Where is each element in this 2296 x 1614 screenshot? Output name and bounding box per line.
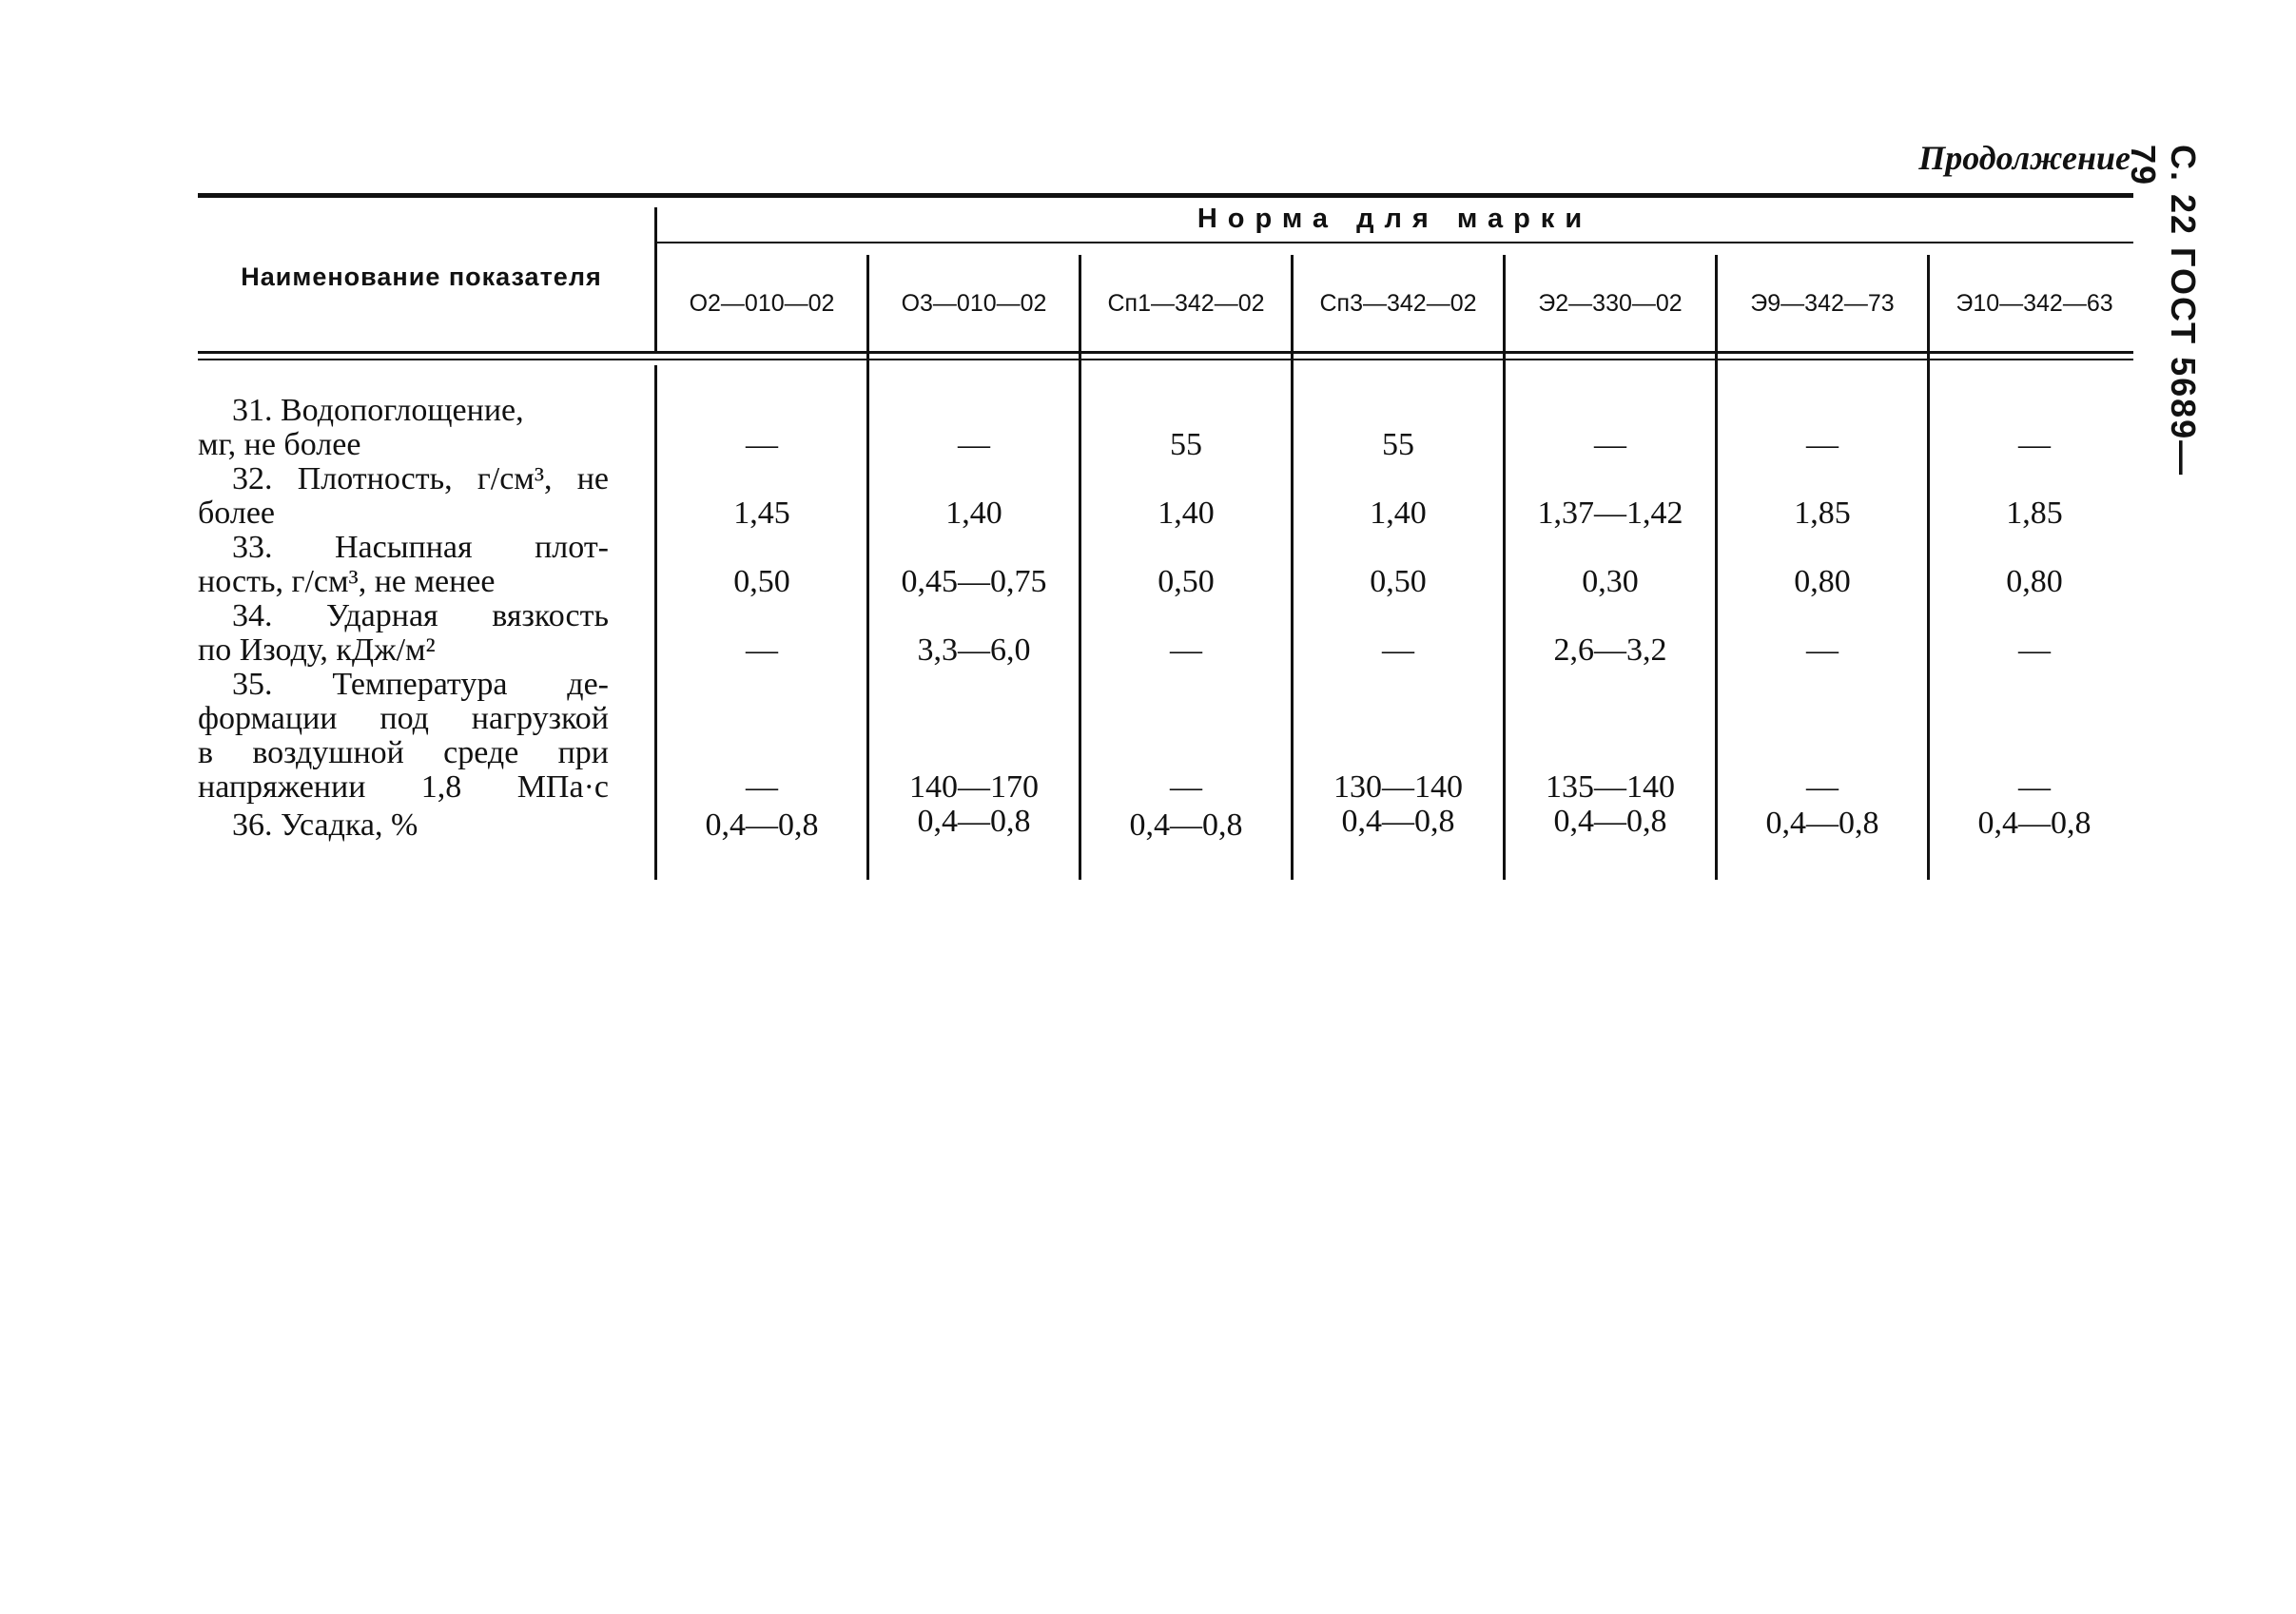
row-label-line: ность, г/см³, не менее [198,564,496,599]
table-cell: — [2018,427,2051,462]
row-label-line: 31. Водопоглощение, [232,393,524,428]
table-cell: — [746,769,778,805]
table-cell: — [2018,769,2051,805]
table-cell: 1,85 [2006,496,2063,531]
table-cell: — [746,427,778,462]
table-cell: 1,85 [1794,496,1851,531]
grade-header: О2—010—02 [689,290,835,317]
grade-header: О3—010—02 [901,290,1047,317]
row-label-line: по Изоду, кДж/м² [198,632,436,668]
table-cell: 0,50 [1158,564,1215,599]
page-side-header: С. 22 ГОСТ 5689—79 [2124,145,2203,477]
table-cell: 1,45 [733,496,790,531]
row-label-line: 32. Плотность, г/см³, не [232,461,609,496]
row-label-line: 35. Температура де- [232,667,609,702]
grade-header: Э2—330—02 [1538,290,1683,317]
table-cell: 0,4—0,8 [1341,804,1455,839]
table-cell: 55 [1382,427,1414,462]
table-cell: 0,4—0,8 [1765,806,1879,841]
row-label-line: 33. Насыпная плот- [232,530,609,565]
table-cell: — [1170,632,1202,668]
table-cell: 55 [1170,427,1202,462]
table-cell: 0,45—0,75 [901,564,1047,599]
table-cell: 1,40 [1370,496,1427,531]
table-cell: 135—140 [1546,769,1675,805]
table-cell: 1,37—1,42 [1537,496,1683,531]
table-cell: — [1806,632,1839,668]
table-cell: 0,50 [733,564,790,599]
table-cell: 3,3—6,0 [917,632,1031,668]
table-cell: 140—170 [909,769,1039,805]
table-cell: — [2018,632,2051,668]
table-cell: 0,50 [1370,564,1427,599]
row-label-line: формации под нагрузкой [198,701,609,736]
table-cell: 1,40 [1158,496,1215,531]
grade-header: Сп1—342—02 [1107,290,1265,317]
table-cell: 0,4—0,8 [705,807,819,843]
row-label-line: 34. Ударная вязкость [232,598,609,633]
table-top-rule [198,193,2133,198]
header-double-rule-lower [198,359,2133,360]
table-cell: 0,4—0,8 [1129,807,1243,843]
table-cell: — [1806,427,1839,462]
table-cell: — [1594,427,1626,462]
table-cell: 0,80 [1794,564,1851,599]
row-label-line: напряжении 1,8 МПа·с [198,769,609,805]
row-label-line: в воздушной среде при [198,735,609,770]
table-cell: 130—140 [1333,769,1463,805]
continuation-label: Продолжение [1918,139,2131,177]
table-cell: — [1170,769,1202,805]
table-cell: — [746,632,778,668]
table-cell: — [1806,769,1839,805]
row-label-line: 36. Усадка, % [232,807,418,843]
header-double-rule-upper [198,351,2133,354]
table-cell: 0,4—0,8 [1977,806,2092,841]
table-cell: — [1382,632,1414,668]
table-cell: 1,40 [945,496,1002,531]
grade-header: Э9—342—73 [1750,290,1895,317]
name-column-header: Наименование показателя [241,263,602,291]
group-header: Норма для марки [1197,204,1593,234]
table-cell: 0,30 [1582,564,1639,599]
table-cell: 0,4—0,8 [917,804,1031,839]
row-label-line: более [198,496,275,531]
table-cell: — [958,427,990,462]
row-label-line: мг, не более [198,427,361,462]
table-cell: 2,6—3,2 [1553,632,1667,668]
grade-header: Сп3—342—02 [1319,290,1477,317]
grade-header: Э10—342—63 [1955,290,2113,317]
group-header-rule [656,242,2133,243]
table-cell: 0,4—0,8 [1553,804,1667,839]
table-cell: 0,80 [2006,564,2063,599]
